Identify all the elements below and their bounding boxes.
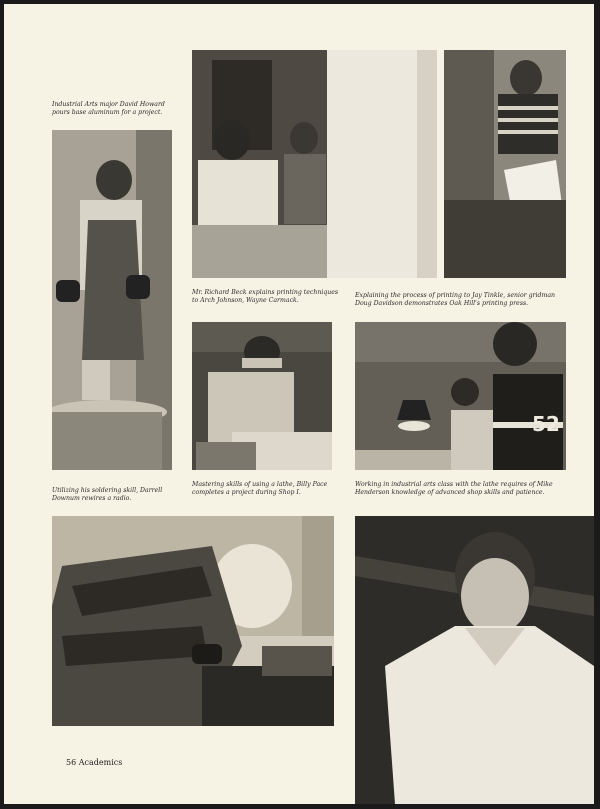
photo-student-portrait xyxy=(355,516,594,804)
photo-howard-pouring-aluminum xyxy=(52,130,172,470)
photo-davidson-printing-press xyxy=(444,50,566,278)
caption-downum: Utilizing his soldering skill, Darrell Downum rewires a radio. xyxy=(52,487,163,502)
photo-henderson-lathe xyxy=(355,322,566,470)
caption-pace: Mastering skills of using a lathe, Billy Pace completes a project during Shop I. xyxy=(192,481,328,496)
caption-henderson: Working in industrial arts class with the lathe requires of Mike Henderson knowledge of advanced shop skills and patience. xyxy=(355,481,553,496)
photo-beck-explains-printing xyxy=(192,50,437,278)
jersey-number: 52 xyxy=(532,412,560,436)
yearbook-page xyxy=(4,4,594,804)
photo-downum-soldering xyxy=(52,516,334,726)
page-folio: 56 Academics xyxy=(66,758,123,767)
caption-howard: Industrial Arts major David Howard pours base aluminum for a project. xyxy=(52,101,165,116)
caption-beck: Mr. Richard Beck explains printing techniques to Arch Johnson, Wayne Carmack. xyxy=(192,289,339,304)
caption-tinkle: Explaining the process of printing to Jay Tinkle, senior gridman Doug Davidson demonstrates Oak Hill's printing press. xyxy=(355,292,555,307)
photo-pace-lathe xyxy=(192,322,332,470)
